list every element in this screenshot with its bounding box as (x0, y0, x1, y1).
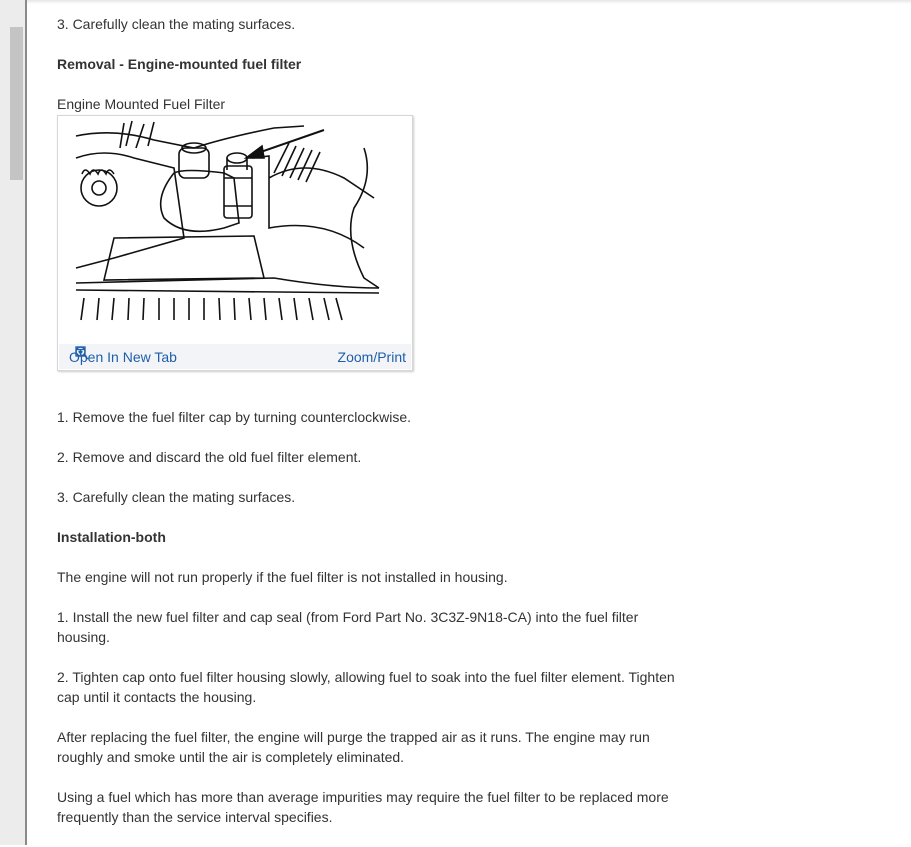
panel-divider (25, 0, 27, 845)
note-text: The engine will not run properly if the fuel filter is not installed in housing. (57, 569, 508, 585)
note-text: Using a fuel which has more than average impurities may require the fuel filter to be replaced more frequently than the service interval specifies. (57, 789, 669, 825)
step-text: 2. Remove and discard the old fuel filter element. (57, 449, 362, 465)
top-shadow (27, 0, 911, 4)
figure-toolbar (59, 344, 411, 369)
note-text: After replacing the fuel filter, the engine will purge the trapped air as it runs. The engine may run roughly and smoke until the air is completely eliminated. (57, 729, 650, 765)
engine-diagram-image[interactable] (74, 118, 384, 328)
step-text: 2. Tighten cap onto fuel filter housing slowly, allowing fuel to soak into the fuel filter element. Tighten cap until it contacts the housing. (57, 669, 675, 705)
figure-engine-mounted-fuel-filter (57, 115, 413, 371)
section-heading: Installation-both (57, 529, 166, 545)
section-heading: Removal - Engine-mounted fuel filter (57, 56, 302, 72)
scrollbar-thumb[interactable] (10, 27, 23, 180)
document-content (57, 14, 677, 847)
open-in-new-tab-label: Open In New Tab (69, 348, 177, 365)
step-text: 1. Install the new fuel filter and cap seal (from Ford Part No. 3C3Z-9N18-CA) into the fuel filter housing. (57, 609, 639, 645)
step-text: 1. Remove the fuel filter cap by turning counterclockwise. (57, 409, 412, 425)
zoom-print-link[interactable] (338, 347, 406, 367)
figure-caption: Engine Mounted Fuel Filter (57, 96, 226, 112)
zoom-print-label: Zoom/Print (337, 348, 406, 365)
step-text: 3. Carefully clean the mating surfaces. (57, 489, 296, 505)
step-text: 3. Carefully clean the mating surfaces. (57, 16, 296, 32)
zoom-in-icon (75, 346, 89, 360)
